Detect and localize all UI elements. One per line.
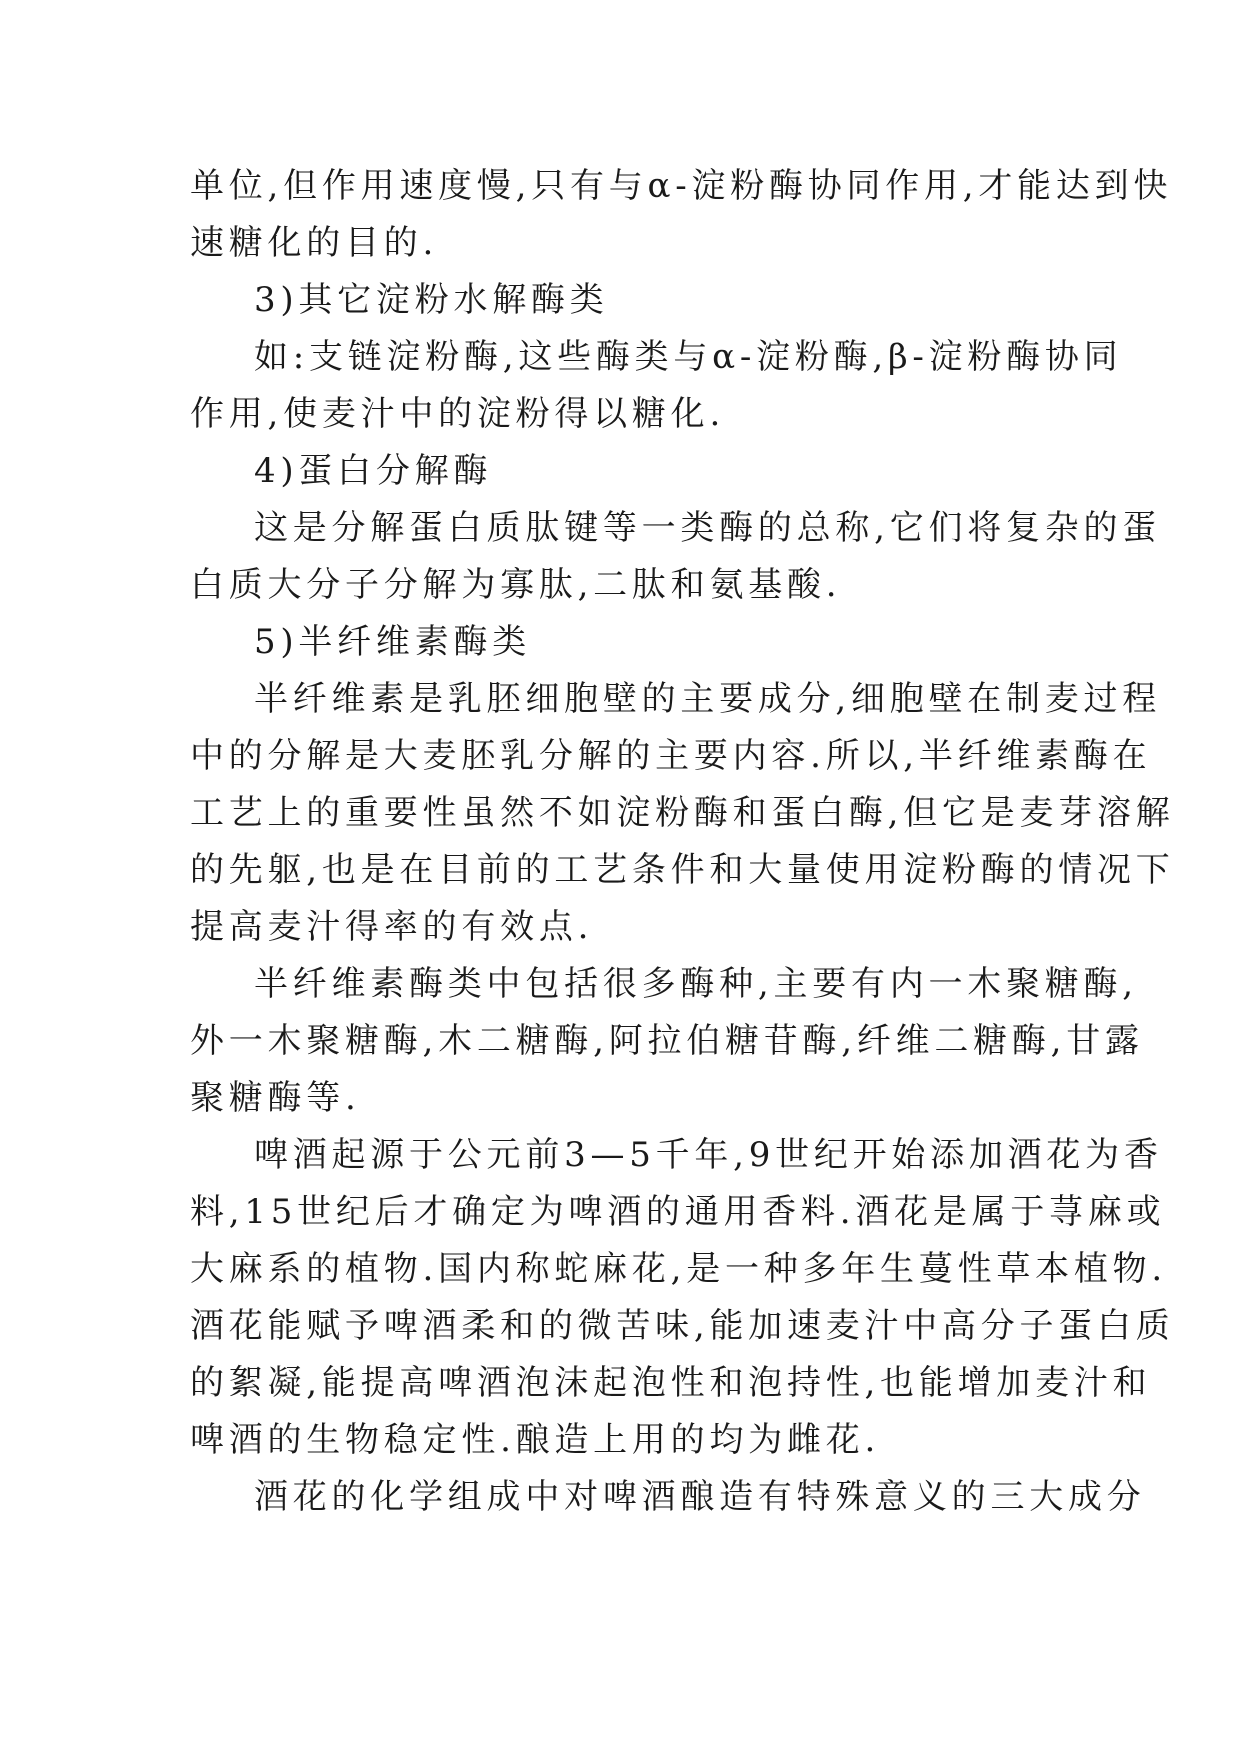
text-line: 中的分解是大麦胚乳分解的主要内容.所以,半纤维素酶在 xyxy=(190,736,1152,776)
text-line: 的絮凝,能提高啤酒泡沫起泡性和泡持性,也能增加麦汁和 xyxy=(190,1363,1152,1403)
section-heading: 5)半纤维素酶类 xyxy=(254,622,531,662)
text-line: 提高麦汁得率的有效点. xyxy=(190,907,594,947)
text-line: 单位,但作用速度慢,只有与α-淀粉酶协同作用,才能达到快 xyxy=(190,166,1173,206)
text-line: 啤酒的生物稳定性.酿造上用的均为雌花. xyxy=(190,1420,881,1460)
section-heading: 3)其它淀粉水解酶类 xyxy=(254,280,609,320)
text-line: 外一木聚糖酶,木二糖酶,阿拉伯糖苷酶,纤维二糖酶,甘露 xyxy=(190,1021,1144,1061)
text-line: 大麻系的植物.国内称蛇麻花,是一种多年生蔓性草本植物. xyxy=(190,1249,1167,1289)
text-line: 聚糖酶等. xyxy=(190,1078,361,1118)
text-line: 如:支链淀粉酶,这些酶类与α-淀粉酶,β-淀粉酶协同 xyxy=(254,337,1123,377)
text-line: 这是分解蛋白质肽键等一类酶的总称,它们将复杂的蛋 xyxy=(254,508,1162,548)
text-line: 工艺上的重要性虽然不如淀粉酶和蛋白酶,但它是麦芽溶解 xyxy=(190,793,1175,833)
text-line: 的先躯,也是在目前的工艺条件和大量使用淀粉酶的情况下 xyxy=(190,850,1175,890)
text-line: 作用,使麦汁中的淀粉得以糖化. xyxy=(190,394,726,434)
text-line: 料,15世纪后才确定为啤酒的通用香料.酒花是属于荨麻或 xyxy=(190,1192,1166,1232)
text-line: 白质大分子分解为寡肽,二肽和氨基酸. xyxy=(190,565,842,605)
section-heading: 4)蛋白分解酶 xyxy=(254,451,493,491)
text-line: 酒花能赋予啤酒柔和的微苦味,能加速麦汁中高分子蛋白质 xyxy=(190,1306,1175,1346)
text-line: 半纤维素酶类中包括很多酶种,主要有内一木聚糖酶, xyxy=(254,964,1138,1004)
text-line: 速糖化的目的. xyxy=(190,223,439,263)
text-line: 半纤维素是乳胚细胞壁的主要成分,细胞壁在制麦过程 xyxy=(254,679,1162,719)
document-body xyxy=(190,158,1175,1526)
text-line: 酒花的化学组成中对啤酒酿造有特殊意义的三大成分 xyxy=(254,1477,1146,1517)
text-line: 啤酒起源于公元前3—5千年,9世纪开始添加酒花为香 xyxy=(254,1135,1163,1175)
